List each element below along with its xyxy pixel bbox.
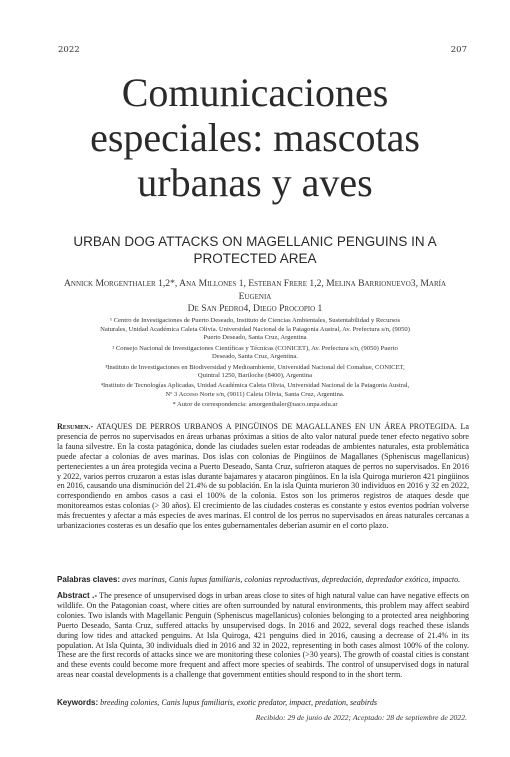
article-title-line-2: PROTECTED AREA — [193, 251, 317, 266]
abstract-text: The presence of unsupervised dogs in urban areas close to sites of high natural value can have negative effects on wildlife. On the Patagonian coast, where cities are often surrounded by natural environments, this problem may affect seabird colonies. Two islands with Magellanic Penguin (Spheniscus magellanicus) colonies belonging to a protected area neighboring Puerto Deseado, Santa Cruz, suffered attacks by unsupervised dogs. In 2016 and 2022, several dogs reached these islands during low tides and attacked penguins. At Isla Quiroga, 421 penguins died in 2016, causing a decrease of 21.4% in its population. At Isla Quinta, 30 individuals died in 2016 and 32 in 2022, representing in both cases almost 100% of the colony. These are the first records of attacks since we are monitoring these colonies (>30 years). The growth of coastal cities is constant and these events could become more frequent and affect more species of seabirds. The control of unsupervised dogs in natural areas near coastal developments is a challenge that government entities should respond to in the short term. — [57, 591, 470, 680]
author-list — [50, 278, 460, 316]
author-line-2: De San Pedro4, Diego Procopio 1 — [187, 303, 323, 314]
keywords-en-text: breeding colonies, Canis lupus familiaris, exotic predator, impact, predation, seabirds — [100, 698, 378, 707]
keywords-english — [57, 698, 469, 708]
running-header-year: 2022 — [58, 45, 80, 55]
author-line-1: Annick Morgenthaler 1,2*, Ana Millones 1, Esteban Frere 1,2, Melina Barrionuevo3, María Eugenia — [63, 278, 447, 302]
section-title-line-2: especiales: mascotas — [90, 115, 420, 160]
article-title — [40, 233, 470, 267]
resumen-paragraph — [57, 422, 469, 531]
section-title-line-1: Comunicaciones — [121, 70, 389, 115]
affiliation-1: ¹ Centro de Investigaciones de Puerto Deseado, Instituto de Ciencias Ambientales, Sustentabilidad y Recursos Naturales, Unidad Académica Caleta Olivia. Universidad Nacional de la Patagonia Austral, Av. Prefectura s/n, (9050) Puerto Deseado, Santa Cruz, Argentina — [100, 317, 410, 342]
corresponding-author: * Autor de correspondencia: amorgenthaler@uaco.unpa.edu.ar — [172, 401, 338, 409]
abstract-label: Abstract .- — [57, 591, 98, 600]
section-title-line-3: urbanas y aves — [137, 160, 373, 205]
keywords-en-label: Keywords: — [57, 698, 99, 707]
section-title — [40, 70, 470, 205]
resumen-label: Resumen.- — [57, 422, 94, 431]
running-header-page-number: 207 — [450, 45, 467, 55]
received-accepted-dates: Recibido: 29 de junio de 2022; Aceptado: 28 de septiembre de 2022. — [255, 713, 467, 722]
keywords-es-text: aves marinas, Canis lupus familiaris, colonias reproductivas, depredación, depredador exótico, impacto. — [122, 575, 461, 584]
resumen-text: ATAQUES DE PERROS URBANOS A PINGÜINOS DE MAGALLANES EN UN ÁREA PROTEGIDA. La presencia de perros no supervisados en áreas urbanas próximas a sitios de alto valor natural puede tener efecto negativo sobre la fauna silvestre. En la costa patagónica, donde las ciudades suelen estar rodeadas de ambientes naturales, esta problemática puede afectar a colonias de aves marinas. Dos islas con colonias de Pingüinos de Magallanes (Spheniscus magellanicus) pertenecientes a un área protegida vecina a Puerto Deseado, Santa Cruz, sufrieron ataques de perros no supervisados. En 2016 y 2022, varios perros cruzaron a estas islas durante bajamares y atacaron pingüinos. En la isla Quiroga murieron 421 pingüinos en 2016, causando una disminución del 21.4% de su población. En la isla Quinta murieron 30 individuos en 2016 y 32 en 2022, correspondiendo en ambos casos a casi el 100% de la colonia. Estos son los primeros registros de ataques desde que monitoreamos estas colonias (> 30 años). El crecimiento de las ciudades costeras es constante y estos eventos podrían volverse más frecuentes y afectar a más especies de aves marinas. El control de los perros no supervisados en áreas naturales cercanas a urbanizaciones costeras es un desafío que los entes gubernamentales deberían asumir en el corto plazo. — [57, 422, 469, 531]
keywords-spanish — [57, 575, 469, 585]
affiliation-3: ³Instituto de Investigaciones en Biodiversidad y Medioambiente, Universidad Nacional del Comahue, CONICET, Quintral 1250, Bariloche (8400), Argentina — [105, 363, 405, 380]
affiliation-4: ⁴Instituto de Tecnologías Aplicadas, Unidad Académica Caleta Olivia, Universidad Nacional de la Patagonia Austral, Nº 3 Acceso Norte s/n, (9011) Caleta Olivia, Santa Cruz, Argentina. — [100, 382, 410, 399]
article-title-line-1: URBAN DOG ATTACKS ON MAGELLANIC PENGUINS IN A — [73, 234, 437, 249]
affiliations — [100, 317, 410, 412]
abstract-paragraph — [57, 591, 469, 680]
keywords-es-label: Palabras claves: — [57, 575, 121, 584]
affiliation-2: ² Consejo Nacional de Investigaciones Científicas y Técnicas (CONICET), Av. Prefectura s/n, (9050) Puerto Deseado, Santa Cruz, Argentina. — [112, 344, 398, 361]
